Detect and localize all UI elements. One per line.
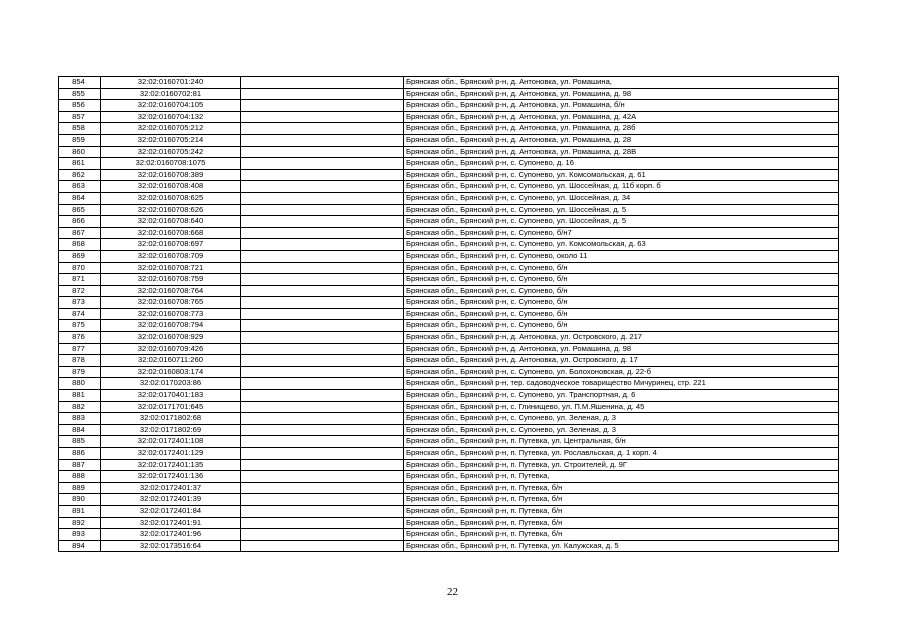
row-number-cell: 868 [59, 239, 101, 251]
empty-cell-cell [241, 424, 404, 436]
page-number: 22 [447, 586, 458, 598]
empty-cell-cell [241, 100, 404, 112]
address-cell: Брянская обл., Брянский р-н, с. Супонево, ул. Комсомольская, д. 63 [404, 239, 839, 251]
cadastral-table [58, 76, 839, 552]
cadastral-number-cell: 32:02:0160708:709 [101, 250, 241, 262]
address-cell: Брянская обл., Брянский р-н, с. Супонево, ул. Болохоновская, д. 22-б [404, 366, 839, 378]
address-cell: Брянская обл., Брянский р-н, тер. садоводческое товарищество Мичуринец, стр. 221 [404, 378, 839, 390]
empty-cell-cell [241, 320, 404, 332]
row-number-cell: 863 [59, 181, 101, 193]
address-cell: Брянская обл., Брянский р-н, д. Антоновка, ул. Ромашина, б/н [404, 100, 839, 112]
row-number-cell: 862 [59, 169, 101, 181]
address-cell: Брянская обл., Брянский р-н, с. Супонево, б/н [404, 285, 839, 297]
table-row [59, 448, 839, 460]
table-row [59, 274, 839, 286]
table-row [59, 529, 839, 541]
row-number-cell: 867 [59, 227, 101, 239]
row-number-cell: 860 [59, 146, 101, 158]
empty-cell-cell [241, 505, 404, 517]
empty-cell-cell [241, 239, 404, 251]
empty-cell-cell [241, 123, 404, 135]
cadastral-number-cell: 32:02:0172401:39 [101, 494, 241, 506]
table-row [59, 111, 839, 123]
cadastral-number-cell: 32:02:0160708:764 [101, 285, 241, 297]
row-number-cell: 883 [59, 413, 101, 425]
table-row [59, 459, 839, 471]
empty-cell-cell [241, 111, 404, 123]
table-row [59, 390, 839, 402]
address-cell: Брянская обл., Брянский р-н, д. Антоновка, ул. Островского, д. 217 [404, 332, 839, 344]
table-row [59, 540, 839, 552]
row-number-cell: 888 [59, 471, 101, 483]
row-number-cell: 857 [59, 111, 101, 123]
table-row [59, 227, 839, 239]
cadastral-number-cell: 32:02:0160708:759 [101, 274, 241, 286]
row-number-cell: 893 [59, 529, 101, 541]
row-number-cell: 885 [59, 436, 101, 448]
row-number-cell: 878 [59, 355, 101, 367]
address-cell: Брянская обл., Брянский р-н, п. Путевка, ул. Строителей, д. 9Г [404, 459, 839, 471]
address-cell: Брянская обл., Брянский р-н, п. Путевка, б/н [404, 517, 839, 529]
address-cell: Брянская обл., Брянский р-н, с. Супонево, ул. Зеленая, д. 3 [404, 413, 839, 425]
table-row [59, 378, 839, 390]
cadastral-number-cell: 32:02:0160705:242 [101, 146, 241, 158]
row-number-cell: 856 [59, 100, 101, 112]
cadastral-number-cell: 32:02:0160708:389 [101, 169, 241, 181]
cadastral-number-cell: 32:02:0160708:794 [101, 320, 241, 332]
address-cell: Брянская обл., Брянский р-н, п. Путевка, [404, 471, 839, 483]
table-row [59, 413, 839, 425]
row-number-cell: 861 [59, 158, 101, 170]
empty-cell-cell [241, 216, 404, 228]
row-number-cell: 854 [59, 77, 101, 89]
row-number-cell: 871 [59, 274, 101, 286]
empty-cell-cell [241, 482, 404, 494]
empty-cell-cell [241, 517, 404, 529]
cadastral-number-cell: 32:02:0160708:929 [101, 332, 241, 344]
table-row [59, 308, 839, 320]
cadastral-number-cell: 32:02:0160705:212 [101, 123, 241, 135]
address-cell: Брянская обл., Брянский р-н, с. Супонево, ул. Транспортная, д. 6 [404, 390, 839, 402]
empty-cell-cell [241, 77, 404, 89]
cadastral-number-cell: 32:02:0160708:408 [101, 181, 241, 193]
table-row [59, 204, 839, 216]
empty-cell-cell [241, 88, 404, 100]
empty-cell-cell [241, 250, 404, 262]
empty-cell-cell [241, 494, 404, 506]
row-number-cell: 858 [59, 123, 101, 135]
address-cell: Брянская обл., Брянский р-н, с. Супонево, ул. Зеленая, д. 3 [404, 424, 839, 436]
address-cell: Брянская обл., Брянский р-н, с. Супонево, около 11 [404, 250, 839, 262]
empty-cell-cell [241, 285, 404, 297]
cadastral-number-cell: 32:02:0172401:91 [101, 517, 241, 529]
address-cell: Брянская обл., Брянский р-н, п. Путевка, б/н [404, 505, 839, 517]
address-cell: Брянская обл., Брянский р-н, с. Глинищево, ул. П.М.Яшенина, д. 45 [404, 401, 839, 413]
cadastral-number-cell: 32:02:0160708:721 [101, 262, 241, 274]
empty-cell-cell [241, 262, 404, 274]
address-cell: Брянская обл., Брянский р-н, с. Супонево, ул. Комсомольская, д. 61 [404, 169, 839, 181]
empty-cell-cell [241, 459, 404, 471]
empty-cell-cell [241, 471, 404, 483]
cadastral-number-cell: 32:02:0171802:68 [101, 413, 241, 425]
table-row [59, 146, 839, 158]
table-row [59, 216, 839, 228]
row-number-cell: 870 [59, 262, 101, 274]
table-body [59, 77, 839, 552]
table-row [59, 424, 839, 436]
empty-cell-cell [241, 529, 404, 541]
table-row [59, 494, 839, 506]
row-number-cell: 892 [59, 517, 101, 529]
empty-cell-cell [241, 227, 404, 239]
address-cell: Брянская обл., Брянский р-н, с. Супонево, д. 16 [404, 158, 839, 170]
cadastral-number-cell: 32:02:0172401:96 [101, 529, 241, 541]
row-number-cell: 886 [59, 448, 101, 460]
address-cell: Брянская обл., Брянский р-н, п. Путевка, ул. Центральная, б/н [404, 436, 839, 448]
table-row [59, 343, 839, 355]
address-cell: Брянская обл., Брянский р-н, с. Супонево, ул. Шоссейная, д. 34 [404, 192, 839, 204]
table-row [59, 250, 839, 262]
address-cell: Брянская обл., Брянский р-н, п. Путевка, б/н [404, 494, 839, 506]
row-number-cell: 859 [59, 134, 101, 146]
address-cell: Брянская обл., Брянский р-н, с. Супонево, ул. Шоссейная, д. 5 [404, 204, 839, 216]
cadastral-number-cell: 32:02:0160708:625 [101, 192, 241, 204]
table-row [59, 401, 839, 413]
cadastral-number-cell: 32:02:0160708:773 [101, 308, 241, 320]
empty-cell-cell [241, 355, 404, 367]
table-row [59, 77, 839, 89]
empty-cell-cell [241, 390, 404, 402]
address-cell: Брянская обл., Брянский р-н, с. Супонево, ул. Шоссейная, д. 5 [404, 216, 839, 228]
address-cell: Брянская обл., Брянский р-н, с. Супонево, б/н [404, 320, 839, 332]
table-row [59, 123, 839, 135]
empty-cell-cell [241, 343, 404, 355]
row-number-cell: 887 [59, 459, 101, 471]
address-cell: Брянская обл., Брянский р-н, д. Антоновка, ул. Ромашина, д. 98 [404, 88, 839, 100]
empty-cell-cell [241, 192, 404, 204]
table-row [59, 366, 839, 378]
table-row [59, 320, 839, 332]
address-cell: Брянская обл., Брянский р-н, д. Антоновка, ул. Островского, д. 17 [404, 355, 839, 367]
empty-cell-cell [241, 158, 404, 170]
address-cell: Брянская обл., Брянский р-н, с. Супонево, б/н [404, 274, 839, 286]
cadastral-number-cell: 32:02:0160701:240 [101, 77, 241, 89]
cadastral-number-cell: 32:02:0160803:174 [101, 366, 241, 378]
table-row [59, 355, 839, 367]
table-row [59, 134, 839, 146]
cadastral-number-cell: 32:02:0170401:183 [101, 390, 241, 402]
cadastral-number-cell: 32:02:0160711:260 [101, 355, 241, 367]
empty-cell-cell [241, 297, 404, 309]
cadastral-number-cell: 32:02:0160708:668 [101, 227, 241, 239]
row-number-cell: 879 [59, 366, 101, 378]
row-number-cell: 890 [59, 494, 101, 506]
cadastral-number-cell: 32:02:0160708:626 [101, 204, 241, 216]
cadastral-number-cell: 32:02:0160709:426 [101, 343, 241, 355]
address-cell: Брянская обл., Брянский р-н, п. Путевка, ул. Калужская, д. 5 [404, 540, 839, 552]
address-cell: Брянская обл., Брянский р-н, с. Супонево, б/н7 [404, 227, 839, 239]
address-cell: Брянская обл., Брянский р-н, д. Антоновка, ул. Ромашина, д. 28б [404, 123, 839, 135]
table-row [59, 505, 839, 517]
empty-cell-cell [241, 181, 404, 193]
empty-cell-cell [241, 413, 404, 425]
table-row [59, 169, 839, 181]
table-row [59, 158, 839, 170]
address-cell: Брянская обл., Брянский р-н, п. Путевка, б/н [404, 529, 839, 541]
address-cell: Брянская обл., Брянский р-н, с. Супонево, б/н [404, 262, 839, 274]
row-number-cell: 889 [59, 482, 101, 494]
cadastral-number-cell: 32:02:0172401:84 [101, 505, 241, 517]
address-cell: Брянская обл., Брянский р-н, д. Антоновка, ул. Ромашина, д. 28 [404, 134, 839, 146]
row-number-cell: 875 [59, 320, 101, 332]
row-number-cell: 874 [59, 308, 101, 320]
cadastral-number-cell: 32:02:0160704:132 [101, 111, 241, 123]
cadastral-number-cell: 32:02:0170203:86 [101, 378, 241, 390]
table-row [59, 192, 839, 204]
cadastral-number-cell: 32:02:0160708:1075 [101, 158, 241, 170]
empty-cell-cell [241, 366, 404, 378]
cadastral-number-cell: 32:02:0172401:108 [101, 436, 241, 448]
empty-cell-cell [241, 146, 404, 158]
table-row [59, 239, 839, 251]
empty-cell-cell [241, 134, 404, 146]
row-number-cell: 869 [59, 250, 101, 262]
empty-cell-cell [241, 448, 404, 460]
cadastral-number-cell: 32:02:0171701:645 [101, 401, 241, 413]
row-number-cell: 876 [59, 332, 101, 344]
table-row [59, 517, 839, 529]
address-cell: Брянская обл., Брянский р-н, д. Антоновка, ул. Ромашина, д. 28В [404, 146, 839, 158]
table-row [59, 88, 839, 100]
table-row [59, 436, 839, 448]
row-number-cell: 891 [59, 505, 101, 517]
row-number-cell: 894 [59, 540, 101, 552]
empty-cell-cell [241, 401, 404, 413]
row-number-cell: 882 [59, 401, 101, 413]
cadastral-number-cell: 32:02:0172401:136 [101, 471, 241, 483]
empty-cell-cell [241, 378, 404, 390]
cadastral-number-cell: 32:02:0173516:64 [101, 540, 241, 552]
row-number-cell: 866 [59, 216, 101, 228]
table-row [59, 262, 839, 274]
address-cell: Брянская обл., Брянский р-н, с. Супонево, б/н [404, 308, 839, 320]
address-cell: Брянская обл., Брянский р-н, п. Путевка, ул. Рославльская, д. 1 корп. 4 [404, 448, 839, 460]
cadastral-number-cell: 32:02:0160705:214 [101, 134, 241, 146]
row-number-cell: 877 [59, 343, 101, 355]
table-row [59, 285, 839, 297]
cadastral-number-cell: 32:02:0171802:69 [101, 424, 241, 436]
cadastral-number-cell: 32:02:0160708:765 [101, 297, 241, 309]
cadastral-number-cell: 32:02:0160704:105 [101, 100, 241, 112]
table-row [59, 297, 839, 309]
table-row [59, 100, 839, 112]
cadastral-number-cell: 32:02:0172401:135 [101, 459, 241, 471]
table-row [59, 332, 839, 344]
address-cell: Брянская обл., Брянский р-н, с. Супонево, б/н [404, 297, 839, 309]
row-number-cell: 865 [59, 204, 101, 216]
empty-cell-cell [241, 540, 404, 552]
empty-cell-cell [241, 436, 404, 448]
row-number-cell: 881 [59, 390, 101, 402]
cadastral-number-cell: 32:02:0160708:640 [101, 216, 241, 228]
row-number-cell: 864 [59, 192, 101, 204]
empty-cell-cell [241, 274, 404, 286]
empty-cell-cell [241, 204, 404, 216]
address-cell: Брянская обл., Брянский р-н, д. Антоновка, ул. Ромашина, д. 42А [404, 111, 839, 123]
address-cell: Брянская обл., Брянский р-н, д. Антоновка, ул. Ромашина, д. 98 [404, 343, 839, 355]
cadastral-number-cell: 32:02:0160708:697 [101, 239, 241, 251]
address-cell: Брянская обл., Брянский р-н, п. Путевка, б/н [404, 482, 839, 494]
row-number-cell: 884 [59, 424, 101, 436]
row-number-cell: 873 [59, 297, 101, 309]
address-cell: Брянская обл., Брянский р-н, с. Супонево, ул. Шоссейная, д. 11б корп. б [404, 181, 839, 193]
row-number-cell: 855 [59, 88, 101, 100]
table-row [59, 471, 839, 483]
empty-cell-cell [241, 308, 404, 320]
row-number-cell: 880 [59, 378, 101, 390]
empty-cell-cell [241, 332, 404, 344]
cadastral-number-cell: 32:02:0172401:129 [101, 448, 241, 460]
table-row [59, 482, 839, 494]
row-number-cell: 872 [59, 285, 101, 297]
cadastral-number-cell: 32:02:0160702:81 [101, 88, 241, 100]
empty-cell-cell [241, 169, 404, 181]
table-row [59, 181, 839, 193]
address-cell: Брянская обл., Брянский р-н, д. Антоновка, ул. Ромашина, [404, 77, 839, 89]
cadastral-number-cell: 32:02:0172401:37 [101, 482, 241, 494]
